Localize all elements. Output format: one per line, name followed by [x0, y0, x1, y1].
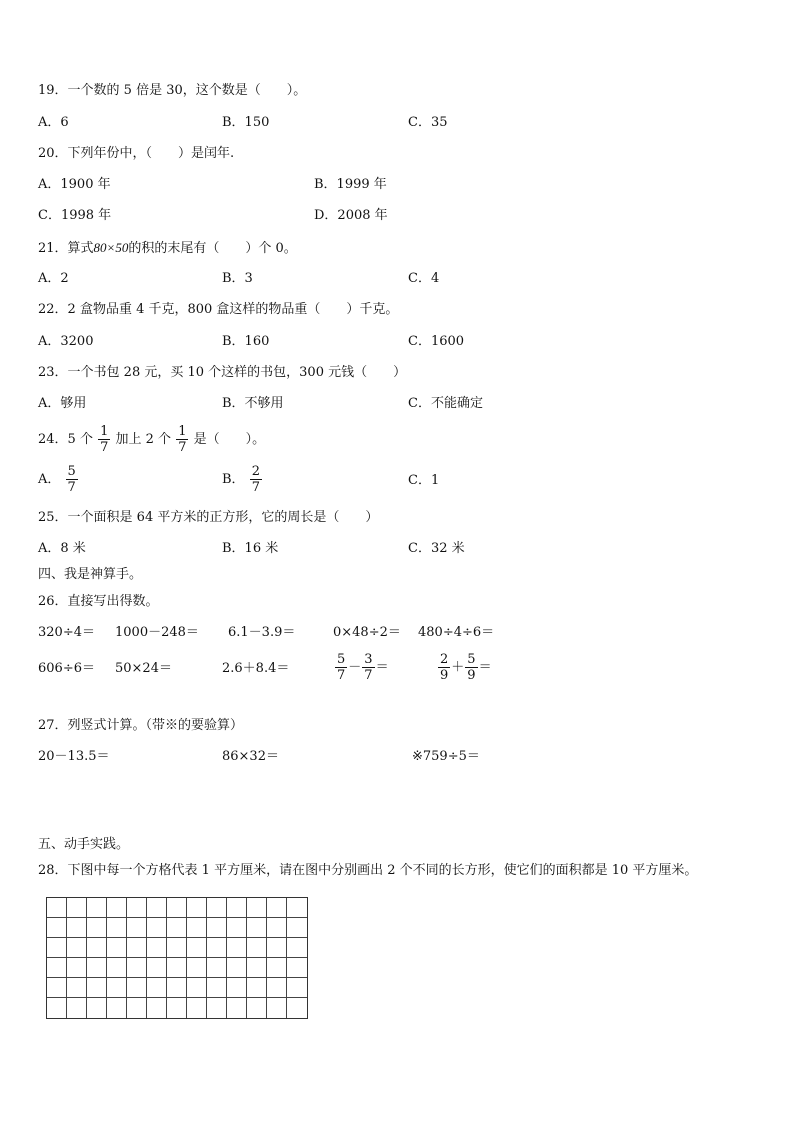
q21-option-c: C．4 [408, 271, 440, 286]
q26-item-1: 320÷4＝ [38, 625, 95, 640]
grid-cell[interactable] [127, 958, 147, 978]
q26-item-6: 606÷6＝ [38, 661, 95, 676]
q26-operator: ＋ [451, 660, 465, 675]
grid-cell[interactable] [187, 958, 207, 978]
grid-cell[interactable] [187, 998, 207, 1018]
grid-cell[interactable] [287, 998, 307, 1018]
q26-equals: ＝ [375, 660, 389, 675]
q26-equals: ＝ [478, 660, 492, 675]
grid-cell[interactable] [127, 998, 147, 1018]
q26-operator: － [348, 660, 362, 675]
grid-cell[interactable] [187, 898, 207, 918]
q26-item-10 [437, 651, 492, 685]
fraction-denominator: 7 [364, 668, 373, 683]
q20-option-b: B．1999 年 [314, 177, 387, 192]
q24-option-c: C．1 [408, 473, 440, 488]
q24-option-b-fraction [250, 464, 262, 495]
fraction-denominator: 7 [251, 480, 260, 495]
grid-cell[interactable] [207, 978, 227, 998]
q26-item-2: 1000－248＝ [115, 625, 199, 640]
q22-option-c: C．1600 [408, 334, 465, 349]
q26-item-3: 6.1－3.9＝ [228, 625, 296, 640]
grid-cell[interactable] [227, 898, 247, 918]
grid-cell[interactable] [247, 918, 267, 938]
q27-item-1: 20－13.5＝ [38, 749, 110, 764]
grid-cells[interactable] [46, 897, 308, 1019]
q21-option-b: B．3 [222, 271, 253, 286]
q26-item-9 [334, 651, 389, 685]
q26-fraction-a [438, 652, 450, 683]
q27-item-3: ※759÷5＝ [412, 749, 480, 764]
fraction-numerator: 2 [251, 464, 260, 479]
q26-fraction-b [362, 652, 374, 683]
grid-cell[interactable] [287, 978, 307, 998]
q25-option-c: C．32 米 [408, 541, 465, 556]
grid-cell[interactable] [67, 918, 87, 938]
q23-option-c: C．不能确定 [408, 396, 483, 411]
grid-cell[interactable] [67, 898, 87, 918]
grid-cell[interactable] [67, 938, 87, 958]
grid-cell[interactable] [147, 938, 167, 958]
question-22: 22．2 盒物品重 4 千克，800 盒这样的物品重（ ）千克。 [38, 302, 399, 317]
grid-cell[interactable] [107, 978, 127, 998]
grid-cell[interactable] [207, 898, 227, 918]
fraction-numerator: 1 [178, 424, 187, 439]
q22-option-b: B．160 [222, 334, 270, 349]
grid-cell[interactable] [47, 998, 67, 1018]
fraction-numerator: 2 [440, 652, 449, 667]
q21-option-a: A．2 [38, 271, 69, 286]
grid-cell[interactable] [267, 938, 287, 958]
question-23: 23．一个书包 28 元，买 10 个这样的书包，300 元钱（ ） [38, 365, 407, 380]
q23-option-a: A．够用 [38, 396, 87, 411]
square-grid[interactable] [46, 897, 308, 1019]
fraction-numerator: 3 [364, 652, 373, 667]
q25-option-b: B．16 米 [222, 541, 279, 556]
q26-fraction-a [335, 652, 347, 683]
grid-cell[interactable] [227, 958, 247, 978]
question-27-title: 27．列竖式计算。（带※的要验算） [38, 718, 244, 733]
grid-cell[interactable] [147, 918, 167, 938]
grid-cell[interactable] [67, 958, 87, 978]
grid-cell[interactable] [127, 938, 147, 958]
grid-cell[interactable] [167, 998, 187, 1018]
q26-item-5: 480÷4÷6＝ [418, 625, 495, 640]
q21-text-pre: 21．算式 [38, 241, 94, 256]
grid-cell[interactable] [47, 958, 67, 978]
fraction-numerator: 1 [100, 424, 109, 439]
fraction-denominator: 7 [100, 440, 109, 455]
grid-cell[interactable] [247, 958, 267, 978]
grid-cell[interactable] [147, 958, 167, 978]
q20-option-d: D．2008 年 [314, 208, 388, 223]
grid-cell[interactable] [267, 998, 287, 1018]
grid-cell[interactable] [267, 958, 287, 978]
q22-option-a: A．3200 [38, 334, 94, 349]
grid-cell[interactable] [147, 998, 167, 1018]
grid-cell[interactable] [127, 978, 147, 998]
grid-cell[interactable] [107, 898, 127, 918]
grid-cell[interactable] [287, 918, 307, 938]
grid-cell[interactable] [87, 918, 107, 938]
grid-cell[interactable] [207, 998, 227, 1018]
grid-cell[interactable] [107, 998, 127, 1018]
grid-cell[interactable] [187, 978, 207, 998]
fraction-denominator: 9 [440, 668, 449, 683]
grid-cell[interactable] [127, 918, 147, 938]
fraction-numerator: 5 [467, 652, 476, 667]
grid-cell[interactable] [247, 978, 267, 998]
question-26-title: 26．直接写出得数。 [38, 594, 159, 609]
grid-cell[interactable] [287, 938, 307, 958]
grid-cell[interactable] [167, 938, 187, 958]
grid-cell[interactable] [47, 918, 67, 938]
q26-item-7: 50×24＝ [115, 661, 172, 676]
fraction-denominator: 9 [467, 668, 476, 683]
q24-text-mid: 加上 2 个 [115, 432, 172, 447]
fraction-numerator: 5 [337, 652, 346, 667]
grid-cell[interactable] [267, 978, 287, 998]
q24-fraction-1 [98, 424, 110, 455]
section-4-title: 四、我是神算手。 [38, 567, 143, 582]
grid-cell[interactable] [287, 958, 307, 978]
q27-item-2: 86×32＝ [222, 749, 279, 764]
grid-cell[interactable] [207, 938, 227, 958]
grid-cell[interactable] [227, 998, 247, 1018]
question-28: 28．下图中每一个方格代表 1 平方厘米，请在图中分别画出 2 个不同的长方形，使它们的面积都是 10 平方厘米。 [38, 863, 698, 878]
question-25: 25．一个面积是 64 平方米的正方形，它的周长是（ ） [38, 510, 379, 525]
q19-option-b: B．150 [222, 115, 270, 130]
question-19: 19．一个数的 5 倍是 30，这个数是（ ）。 [38, 83, 307, 98]
grid-cell[interactable] [207, 958, 227, 978]
fraction-numerator: 5 [67, 464, 76, 479]
grid-cell[interactable] [227, 918, 247, 938]
grid-cell[interactable] [227, 938, 247, 958]
q24-option-a-label: A． [38, 472, 61, 487]
q21-text-post: 的积的末尾有（ ）个 0。 [128, 241, 297, 256]
grid-cell[interactable] [247, 898, 267, 918]
q24-text-post: 是（ ）。 [193, 432, 266, 447]
grid-cell[interactable] [267, 898, 287, 918]
grid-cell[interactable] [187, 918, 207, 938]
grid-cell[interactable] [67, 998, 87, 1018]
q24-option-a-fraction [66, 464, 78, 495]
q20-option-a: A．1900 年 [38, 177, 111, 192]
grid-cell[interactable] [147, 898, 167, 918]
grid-cell[interactable] [147, 978, 167, 998]
q19-option-c: C．35 [408, 115, 448, 130]
grid-cell[interactable] [247, 998, 267, 1018]
grid-cell[interactable] [287, 898, 307, 918]
grid-cell[interactable] [87, 958, 107, 978]
fraction-denominator: 7 [67, 480, 76, 495]
q21-expression: 80×50 [93, 240, 129, 255]
grid-cell[interactable] [127, 898, 147, 918]
grid-cell[interactable] [107, 938, 127, 958]
question-24 [38, 424, 265, 456]
grid-cell[interactable] [187, 938, 207, 958]
grid-cell[interactable] [167, 978, 187, 998]
q23-option-b: B．不够用 [222, 396, 284, 411]
grid-cell[interactable] [47, 978, 67, 998]
question-20: 20．下列年份中，（ ）是闰年. [38, 146, 235, 161]
grid-cell[interactable] [47, 938, 67, 958]
grid-cell[interactable] [167, 918, 187, 938]
fraction-denominator: 7 [337, 668, 346, 683]
section-5-title: 五、动手实践。 [38, 837, 130, 852]
grid-cell[interactable] [67, 978, 87, 998]
q26-fraction-b [465, 652, 477, 683]
fraction-denominator: 7 [178, 440, 187, 455]
q26-item-4: 0×48÷2＝ [333, 625, 401, 640]
q20-option-c: C．1998 年 [38, 208, 112, 223]
grid-cell[interactable] [107, 918, 127, 938]
grid-cell[interactable] [107, 958, 127, 978]
grid-cell[interactable] [167, 958, 187, 978]
q26-item-8: 2.6＋8.4＝ [222, 661, 290, 676]
grid-cell[interactable] [87, 898, 107, 918]
grid-cell[interactable] [87, 938, 107, 958]
grid-cell[interactable] [247, 938, 267, 958]
grid-cell[interactable] [87, 998, 107, 1018]
grid-cell[interactable] [267, 918, 287, 938]
grid-cell[interactable] [167, 898, 187, 918]
q24-fraction-2 [176, 424, 188, 455]
grid-cell[interactable] [207, 918, 227, 938]
grid-cell[interactable] [47, 898, 67, 918]
q19-option-a: A．6 [38, 115, 69, 130]
grid-cell[interactable] [87, 978, 107, 998]
q25-option-a: A．8 米 [38, 541, 86, 556]
question-21 [38, 239, 297, 258]
q24-option-a [38, 464, 79, 496]
q24-option-b [222, 464, 263, 496]
grid-cell[interactable] [227, 978, 247, 998]
q24-option-b-label: B． [222, 472, 245, 487]
q24-text-pre: 24．5 个 [38, 432, 93, 447]
